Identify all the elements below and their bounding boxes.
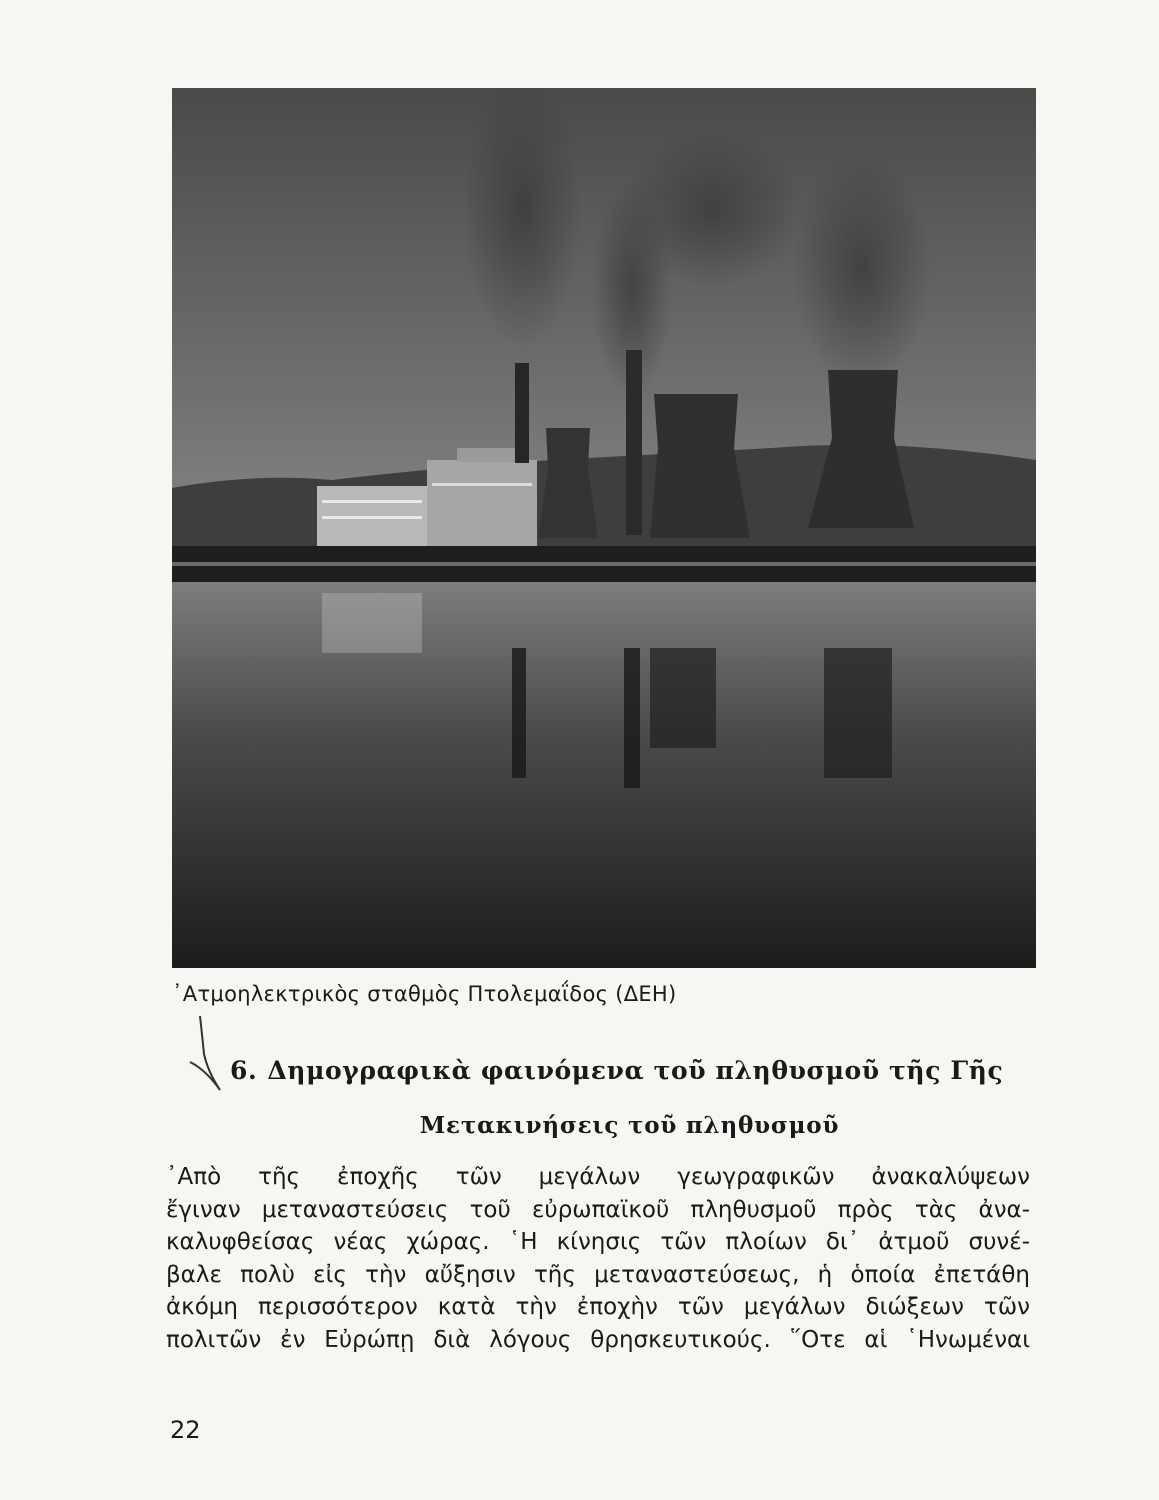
pencil-check-mark — [186, 1014, 226, 1094]
power-station-photo — [172, 88, 1036, 968]
body-line: καλυφθείσας νέας χώρας. ῾Η κίνησις τῶν πλοίων δι᾿ ἀτμοῦ συνέ- — [166, 1229, 1030, 1256]
body-line: ᾿Απὸ τῆς ἐποχῆς τῶν μεγάλων γεωγραφικῶν ἀνακαλύψεων — [166, 1164, 1030, 1190]
body-line: βαλε πολὺ εἰς τὴν αὔξησιν τῆς μεταναστεύσεως, ἡ ὁποία ἐπετάθη — [166, 1261, 1030, 1288]
body-paragraph — [166, 1161, 1030, 1357]
page-number: 22 — [170, 1416, 201, 1444]
body-line: ἀκόμη περισσότερον κατὰ τὴν ἐποχὴν τῶν μεγάλων διώξεων τῶν — [166, 1294, 1030, 1321]
section-subtitle: Μετακινήσεις τοῦ πληθυσμοῦ — [419, 1112, 840, 1139]
section-heading — [230, 1056, 1003, 1085]
section-title: Δημογραφικὰ φαινόμενα τοῦ πληθυσμοῦ τῆς Γῆς — [267, 1056, 1004, 1085]
photo-caption: ᾿Ατμοηλεκτρικὸς σταθμὸς Πτολεμαΐδος (ΔΕΗ) — [172, 982, 677, 1006]
section-number: 6. — [230, 1056, 258, 1085]
body-line: πολιτῶν ἐν Εὐρώπῃ διὰ λόγους θρησκευτικούς. ῞Οτε αἱ ῾Ηνωμέναι — [166, 1326, 1030, 1353]
body-line: ἔγιναν μεταναστεύσεις τοῦ εὐρωπαϊκοῦ πληθυσμοῦ πρὸς τὰς ἀνα- — [166, 1196, 1030, 1223]
